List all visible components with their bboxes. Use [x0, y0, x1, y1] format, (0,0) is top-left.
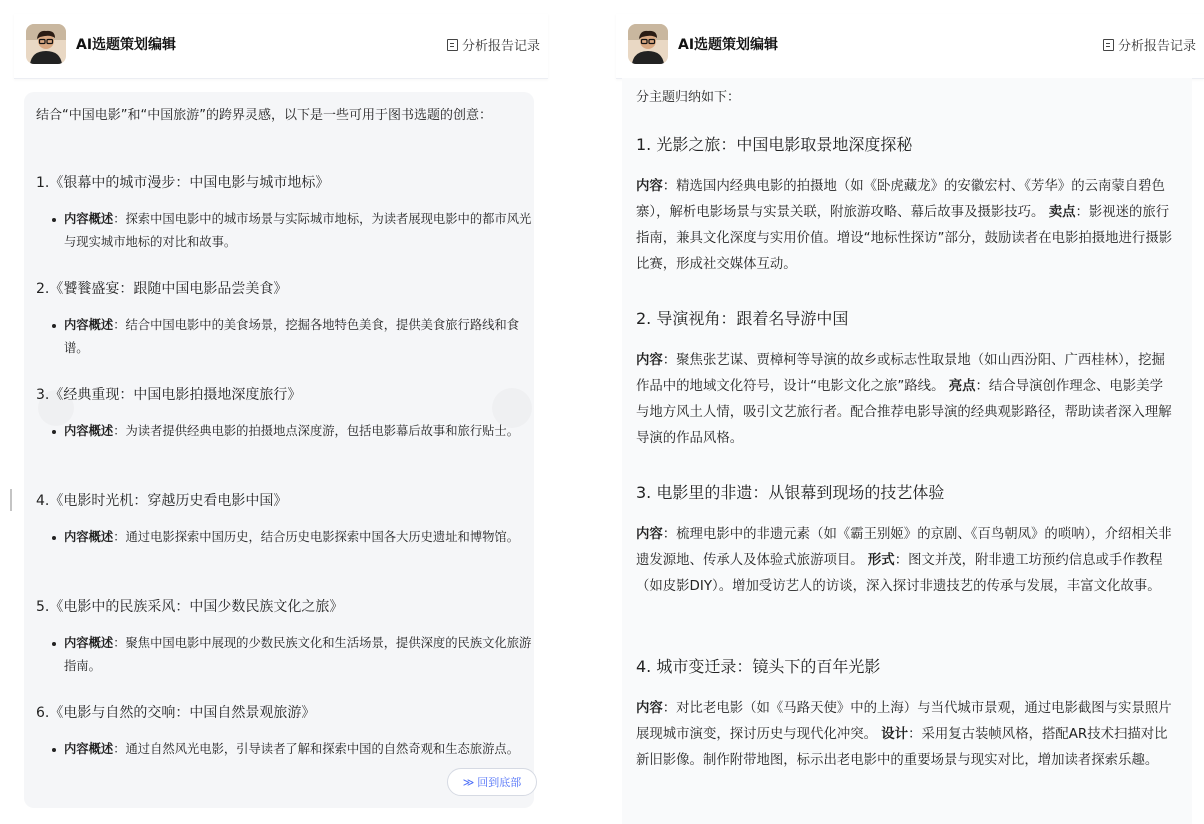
back-to-bottom-label: 回到底部 — [477, 776, 522, 789]
section-body — [636, 696, 1176, 774]
summary-text: ：结合中国电影中的美食场景，挖掘各地特色美食，提供美食旅行路线和食谱。 — [64, 318, 520, 355]
content-label: 内容 — [636, 353, 663, 368]
content-label: 内容 — [636, 701, 663, 716]
document-icon — [447, 39, 458, 51]
topic-title: 6.《电影与自然的交响：中国自然景观旅游》 — [36, 705, 316, 721]
summary-label: 内容概述 — [64, 636, 114, 650]
topic-summary — [52, 208, 534, 254]
chat-header — [616, 14, 1204, 79]
message-bubble — [24, 92, 534, 808]
section-body — [636, 174, 1176, 278]
message-intro: 分主题归纳如下： — [636, 90, 741, 105]
analysis-report-label: 分析报告记录 — [461, 39, 540, 54]
analysis-report-link[interactable] — [1103, 35, 1196, 54]
section-title: 4. 城市变迁录：镜头下的百年光影 — [636, 657, 881, 676]
content-text: ：聚焦张艺谋、贾樟柯等导演的故乡或标志性取景地（如山西汾阳、广西桂林），挖掘作品中的地域文化符号，设计“电影文化之旅”路线。 — [636, 353, 1165, 394]
document-icon — [1103, 39, 1114, 51]
avatar-icon[interactable] — [26, 24, 66, 64]
feature-text: ：采用复古装帧风格，搭配AR技术扫描对比新旧影像。制作附带地图，标示出老电影中的重要场景与现实对比，增加读者探索乐趣。 — [636, 727, 1168, 768]
summary-label: 内容概述 — [64, 742, 114, 756]
chevron-down-icon: ≫ — [462, 775, 475, 789]
topic-summary — [52, 632, 534, 678]
topic-summary — [52, 420, 534, 443]
topic-title: 2.《饕餮盛宴：跟随中国电影品尝美食》 — [36, 281, 288, 297]
feature-label: 卖点 — [1048, 205, 1076, 220]
topic-title: 5.《电影中的民族采风：中国少数民族文化之旅》 — [36, 599, 344, 615]
chat-title: AI选题策划编辑 — [76, 37, 177, 53]
feature-label: 形式 — [867, 553, 895, 568]
message-intro: 结合“中国电影”和“中国旅游”的跨界灵感，以下是一些可用于图书选题的创意： — [36, 108, 492, 123]
topic-summary — [52, 314, 534, 360]
scrollbar-handle[interactable] — [10, 489, 12, 511]
content-label: 内容 — [636, 527, 663, 542]
topic-summary — [52, 526, 534, 549]
section-title: 1. 光影之旅：中国电影取景地深度探秘 — [636, 135, 913, 154]
summary-label: 内容概述 — [64, 212, 114, 226]
chat-header — [14, 14, 548, 79]
avatar-icon[interactable] — [628, 24, 668, 64]
back-to-bottom-button[interactable] — [447, 768, 537, 796]
chat-title: AI选题策划编辑 — [678, 37, 779, 53]
content-text: ：对比老电影（如《马路天使》中的上海）与当代城市景观，通过电影截图与实景照片展现城市演变，探讨历史与现代化冲突。 — [636, 701, 1172, 742]
content-label: 内容 — [636, 179, 663, 194]
feature-label: 亮点 — [948, 379, 976, 394]
summary-label: 内容概述 — [64, 318, 114, 332]
chat-panel-right — [616, 14, 1204, 824]
topic-summary — [52, 738, 534, 761]
section-body — [636, 522, 1176, 600]
summary-text: ：探索中国电影中的城市场景与实际城市地标，为读者展现电影中的都市风光与现实城市地标的对比和故事。 — [64, 212, 532, 249]
chat-panel-left — [14, 14, 548, 814]
scroll-right-shadow — [492, 388, 532, 428]
content-text: ：梳理电影中的非遗元素（如《霸王别姬》的京剧、《百鸟朝凤》的唢呐），介绍相关非遗发源地、传承人及体验式旅游项目。 — [636, 527, 1172, 568]
feature-label: 设计 — [881, 727, 909, 742]
summary-label: 内容概述 — [64, 424, 114, 438]
topic-title: 1.《银幕中的城市漫步：中国电影与城市地标》 — [36, 175, 330, 191]
summary-label: 内容概述 — [64, 530, 114, 544]
message-bubble — [622, 78, 1192, 824]
section-body — [636, 348, 1176, 452]
feature-text: ：结合导演创作理念、电影美学与地方风土人情，吸引文艺旅行者。配合推荐电影导演的经典观影路径，帮助读者深入理解导演的作品风格。 — [636, 379, 1172, 446]
section-title: 3. 电影里的非遗：从银幕到现场的技艺体验 — [636, 483, 945, 502]
feature-text: ：图文并茂，附非遗工坊预约信息或手作教程（如皮影DIY）。增加受访艺人的访谈，深入探讨非遗技艺的传承与发展，丰富文化故事。 — [636, 553, 1163, 594]
summary-text: ：通过自然风光电影，引导读者了解和探索中国的自然奇观和生态旅游点。 — [113, 742, 520, 756]
summary-text: ：为读者提供经典电影的拍摄地点深度游，包括电影幕后故事和旅行贴士。 — [113, 424, 520, 438]
analysis-report-label: 分析报告记录 — [1117, 39, 1196, 54]
analysis-report-link[interactable] — [447, 35, 540, 54]
summary-text: ：聚焦中国电影中展现的少数民族文化和生活场景，提供深度的民族文化旅游指南。 — [64, 636, 532, 673]
section-title: 2. 导演视角：跟着名导游中国 — [636, 309, 849, 328]
topic-title: 4.《电影时光机：穿越历史看电影中国》 — [36, 493, 288, 509]
feature-text: ：影视迷的旅行指南，兼具文化深度与实用价值。增设“地标性探访”部分，鼓励读者在电影拍摄地进行摄影比赛，形成社交媒体互动。 — [636, 205, 1173, 272]
topic-title: 3.《经典重现：中国电影拍摄地深度旅行》 — [36, 387, 302, 403]
content-text: ：精选国内经典电影的拍摄地（如《卧虎藏龙》的安徽宏村、《芳华》的云南蒙自碧色寨），解析电影场景与实景关联，附旅游攻略、幕后故事及摄影技巧。 — [636, 179, 1165, 220]
scroll-left-shadow — [38, 390, 74, 426]
summary-text: ：通过电影探索中国历史，结合历史电影探索中国各大历史遗址和博物馆。 — [113, 530, 520, 544]
